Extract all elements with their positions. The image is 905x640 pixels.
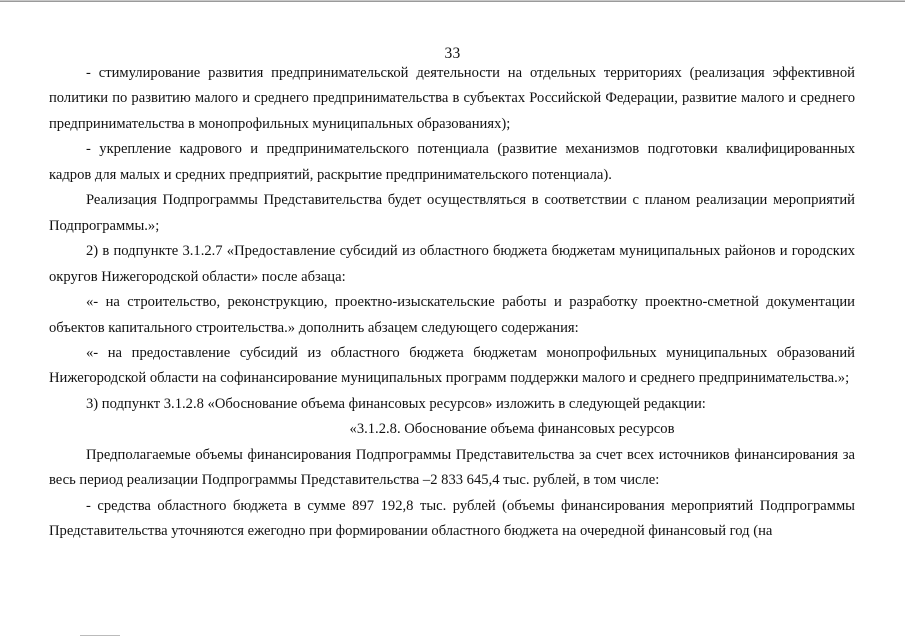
scan-artifact (80, 635, 120, 636)
paragraph-stimulation: - стимулирование развития предпринимательской деятельности на отдельных территориях (реализация эффективной политики по развитию малого и среднего предпринимательства в субъектах Российской Федерации, развитие малого и среднего предпринимательства в монопрофильных муниципальных образованиях); (49, 65, 855, 132)
paragraph-regional-budget: - средства областного бюджета в сумме 897 192,8 тыс. рублей (объемы финансирования мероприятий Подпрограммы Представительства уточняются ежегодно при формировании областного бюджета на очередной финансовый год (на (49, 497, 855, 540)
paragraph-subsidies-monotowns: «- на предоставление субсидий из областного бюджета бюджетам монопрофильных муниципальных образований Нижегородской области на софинансирование муниципальных программ поддержки малого и среднего предпринимательства.»; (49, 344, 855, 387)
paragraph-financing-volume: Предполагаемые объемы финансирования Подпрограммы Представительства за счет всех источников финансирования за весь период реализации Подпрограммы Представительства –2 833 645,4 тыс. рублей, в том числе: (49, 446, 855, 489)
scan-edge-line (0, 1, 905, 2)
section-heading: «3.1.2.8. Обоснование объема финансовых ресурсов (349, 421, 675, 438)
paragraph-construction: «- на строительство, реконструкцию, проектно-изыскательские работы и разработку проектно-сметной документации объектов капитального строительства.» дополнить абзацем следующего содержания: (49, 294, 855, 336)
document-body (49, 61, 855, 545)
page-number: 33 (444, 45, 461, 62)
paragraph-personnel: - укрепление кадрового и предпринимательского потенциала (развитие механизмов подготовки квалифицированных кадров для малых и средних предприятий, раскрытие предпринимательского потенциала). (49, 141, 855, 183)
paragraph-subsection-3127: 2) в подпункте 3.1.2.7 «Предоставление субсидий из областного бюджета бюджетам муниципальных районов и городских округов Нижегородской области» после абзаца: (49, 243, 855, 285)
paragraph-implementation: Реализация Подпрограммы Представительства будет осуществляться в соответствии с планом реализации мероприятий Подпрограммы.»; (49, 192, 855, 234)
paragraph-subsection-3128: 3) подпункт 3.1.2.8 «Обоснование объема финансовых ресурсов» изложить в следующей редакции: (86, 395, 706, 412)
